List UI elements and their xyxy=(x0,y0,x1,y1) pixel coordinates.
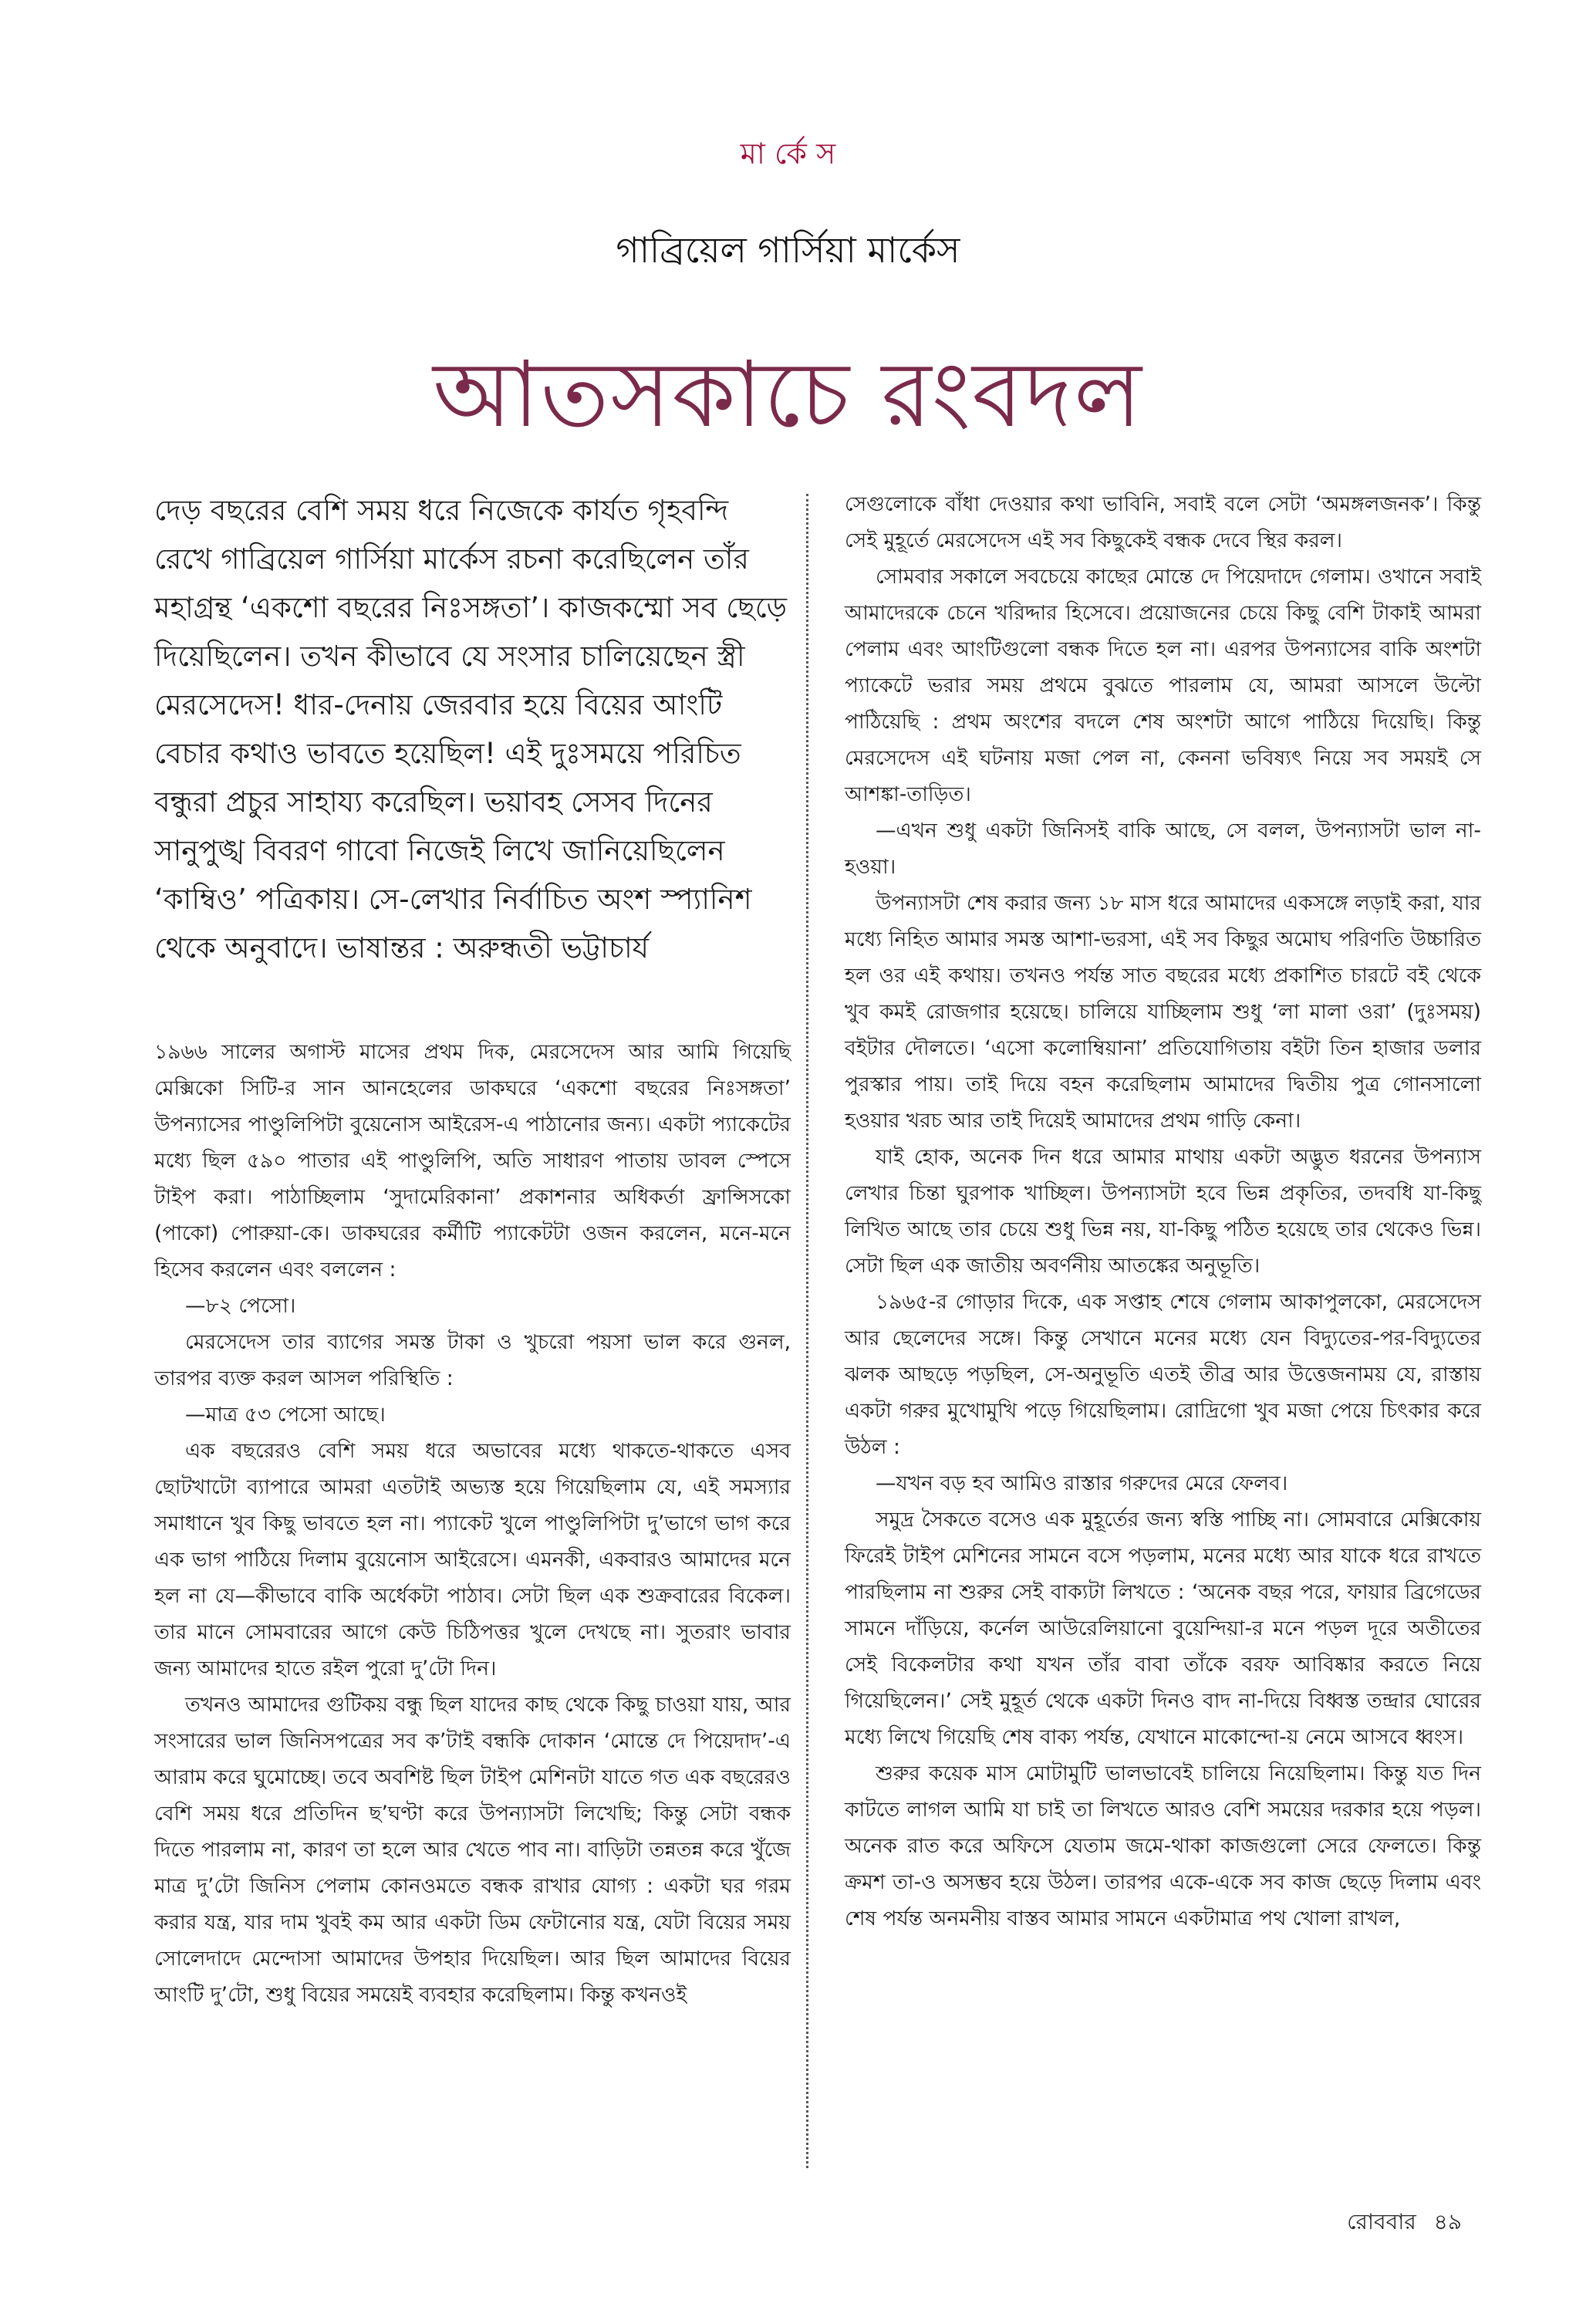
body-paragraph: —এখন শুধু একটা জিনিসই বাকি আছে, সে বলল, উপন্যাসটা ভাল না-হওয়া। xyxy=(845,819,1481,879)
body-paragraph: মেরসেদেস তার ব্যাগের সমস্ত টাকা ও খুচরো পয়সা ভাল করে গুনল, তারপর ব্যক্ত করল আসল পরিস্থিতি : xyxy=(154,1330,791,1390)
body-paragraph: সোমবার সকালে সবচেয়ে কাছের মোন্তে দে পিয়েদাদে গেলাম। ওখানে সবাই আমাদেরকে চেনে খরিদ্দার হিসেবে। প্রয়োজনের চেয়ে কিছু বেশি টাকাই আমরা পেলাম এবং আংটিগুলো বন্ধক দিতে হল না। এরপর উপন্যাসের বাকি অংশটা প্যাকেটে ভরার সময় প্রথমে বুঝতে পারলাম যে, আমরা আসলে উল্টো পাঠিয়েছি : প্রথম অংশের বদলে শেষ অংশটা আগে পাঠিয়ে দিয়েছি। কিন্তু মেরসেদেস এই ঘটনায় মজা পেল না, কেননা ভবিষ্যৎ নিয়ে সব সময়ই সে আশঙ্কা-তাড়িত। xyxy=(845,565,1481,806)
article-title: আতসকাচে রংবদল xyxy=(433,341,1143,448)
body-paragraph: সমুদ্র সৈকতে বসেও এক মুহূর্তের জন্য স্বস্তি পাচ্ছি না। সোমবারে মেক্সিকোয় ফিরেই টাইপ মেশিনের সামনে বসে পড়লাম, মনের মধ্যে আর যাকে ধরে রাখতে পারছিলাম না শুরুর সেই বাক্যটা লিখতে : ‘অনেক বছর পরে, ফায়ার ব্রিগেডের সামনে দাঁড়িয়ে, কর্নেল আউরেলিয়ানো বুয়েন্দিয়া-র মনে পড়ল দূরে অতীতের সেই বিকেলটার কথা যখন তাঁর বাবা তাঁকে বরফ আবিষ্কার করতে নিয়ে গিয়েছিলেন।’ সেই মুহূর্ত থেকে একটা দিনও বাদ না-দিয়ে বিধ্বস্ত তন্দ্রার ঘোরের মধ্যে লিখে গিয়েছি শেষ বাক্য পর্যন্ত, যেখানে মাকোন্দো-য় নেমে আসবে ধ্বংস। xyxy=(845,1508,1481,1749)
body-paragraph: —যখন বড় হব আমিও রাস্তার গরুদের মেরে ফেলব। xyxy=(876,1471,1288,1495)
page-footer xyxy=(1336,2205,1462,2241)
publication-name: রোববার xyxy=(1347,2209,1416,2234)
body-paragraph: সেগুলোকে বাঁধা দেওয়ার কথা ভাবিনি, সবাই বলে সেটা ‘অমঙ্গলজনক’। কিন্তু সেই মুহূর্তে মেরসেদেস এই সব কিছুকেই বন্ধক দেবে স্থির করল। xyxy=(845,492,1481,552)
right-column xyxy=(845,486,1481,1937)
body-paragraph: —৮২ পেসো। xyxy=(185,1294,296,1318)
body-paragraph: —মাত্র ৫৩ পেসো আছে। xyxy=(185,1403,386,1427)
author-name: গাব্রিয়েল গার্সিয়া মার্কেস xyxy=(616,229,960,271)
intro-paragraph: দেড় বছরের বেশি সময় ধরে নিজেকে কার্যত গৃহবন্দি রেখে গাব্রিয়েল গার্সিয়া মার্কেস রচনা করেছিলেন তাঁর মহাগ্রন্থ ‘একশো বছরের নিঃসঙ্গতা’। কাজকম্মো সব ছেড়ে দিয়েছিলেন। তখন কীভাবে যে সংসার চালিয়েছেন স্ত্রী মেরসেদেস! ধার-দেনায় জেরবার হয়ে বিয়ের আংটি বেচার কথাও ভাবতে হয়েছিল! এই দুঃসময়ে পরিচিত বন্ধুরা প্রচুর সাহায্য করেছিল। ভয়াবহ সেসব দিনের সানুপুঙ্খ বিবরণ গাবো নিজেই লিখে জানিয়েছিলেন ‘কাম্বিও’ পত্রিকায়। সে-লেখার নির্বাচিত অংশ স্প্যানিশ থেকে অনুবাদে। ভাষান্তর : অরুন্ধতী ভট্টাচার্য xyxy=(154,494,787,964)
body-paragraph: শুরুর কয়েক মাস মোটামুটি ভালভাবেই চালিয়ে নিয়েছিলাম। কিন্তু যত দিন কাটতে লাগল আমি যা চাই তা লিখতে আরও বেশি সময়ের দরকার হয়ে পড়ল। অনেক রাত করে অফিসে যেতাম জমে-থাকা কাজগুলো সেরে ফেলতে। কিন্তু ক্রমশ তা-ও অসম্ভব হয়ে উঠল। তারপর একে-একে সব কাজ ছেড়ে দিলাম এবং শেষ পর্যন্ত অনমনীয় বাস্তব আমার সামনে একটামাত্র পথ খোলা রাখল, xyxy=(845,1762,1481,1930)
body-paragraph: এক বছরেরও বেশি সময় ধরে অভাবের মধ্যে থাকতে-থাকতে এসব ছোটখাটো ব্যাপারে আমরা এতটাই অভ্যস্ত হয়ে গিয়েছিলাম যে, এই সমস্যার সমাধানে খুব কিছু ভাবতে হল না। প্যাকেট খুলে পাণ্ডুলিপিটা দু’ভাগে ভাগ করে এক ভাগ পাঠিয়ে দিলাম বুয়েনোস আইরেসে। এমনকী, একবারও আমাদের মনে হল না যে—কীভাবে বাকি অর্ধেকটা পাঠাব। সেটা ছিল এক শুক্রবারের বিকেল। তার মানে সোমবারের আগে কেউ চিঠিপত্তর খুলে দেখছে না। সুতরাং ভাবার জন্য আমাদের হাতে রইল পুরো দু’টো দিন। xyxy=(154,1439,791,1681)
body-paragraph: যাই হোক, অনেক দিন ধরে আমার মাথায় একটা অদ্ভুত ধরনের উপন্যাস লেখার চিন্তা ঘুরপাক খাচ্ছিল। উপন্যাসটা হবে ভিন্ন প্রকৃতির, তদবধি যা-কিছু লিখিত আছে তার চেয়ে শুধু ভিন্ন নয়, যা-কিছু পঠিত হয়েছে তার থেকেও ভিন্ন। সেটা ছিল এক জাতীয় অবর্ণনীয় আতঙ্কের অনুভূতি। xyxy=(845,1145,1481,1278)
column-divider xyxy=(806,494,808,2168)
body-paragraph: ১৯৬৬ সালের অগাস্ট মাসের প্রথম দিক, মেরসেদেস আর আমি গিয়েছি মেক্সিকো সিটি-র সান আনহেলের ডাকঘরে ‘একশো বছরের নিঃসঙ্গতা’ উপন্যাসের পাণ্ডুলিপিটা বুয়েনোস আইরেস-এ পাঠানোর জন্য। একটা প্যাকেটের মধ্যে ছিল ৫৯০ পাতার এই পাণ্ডুলিপি, অতি সাধারণ পাতায় ডাবল স্পেসে টাইপ করা। পাঠাচ্ছিলাম ‘সুদামেরিকানা’ প্রকাশনার অধিকর্তা ফ্রান্সিসকো (পাকো) পোরুয়া-কে। ডাকঘরের কর্মীটি প্যাকেটটা ওজন করলেন, মনে-মনে হিসেব করলেন এবং বললেন : xyxy=(154,1040,791,1282)
body-paragraph: উপন্যাসটা শেষ করার জন্য ১৮ মাস ধরে আমাদের একসঙ্গে লড়াই করা, যার মধ্যে নিহিত আমার সমস্ত আশা-ভরসা, এই সব কিছুর অমোঘ পরিণতি উচ্চারিত হল ওর এই কথায়। তখনও পর্যন্ত সাত বছরের মধ্যে প্রকাশিত চারটে বই থেকে খুব কমই রোজগার হয়েছে। চালিয়ে যাচ্ছিলাম শুধু ‘লা মালা ওরা’ (দুঃসময়) বইটার দৌলতে। ‘এসো কলোম্বিয়ানা’ প্রতিযোগিতায় বইটা তিন হাজার ডলার পুরস্কার পায়। তাই দিয়ে বহন করেছিলাম আমাদের দ্বিতীয় পুত্র গোনসালো হওয়ার খরচ আর তাই দিয়েই আমাদের প্রথম গাড়ি কেনা। xyxy=(845,891,1481,1133)
body-paragraph: তখনও আমাদের গুটিকয় বন্ধু ছিল যাদের কাছ থেকে কিছু চাওয়া যায়, আর সংসারের ভাল জিনিসপত্রের সব ক’টাই বন্ধকি দোকান ‘মোন্তে দে পিয়েদাদ’-এ আরাম করে ঘুমোচ্ছে। তবে অবশিষ্ট ছিল টাইপ মেশিনটা যাতে গত এক বছরেরও বেশি সময় ধরে প্রতিদিন ছ’ঘণ্টা করে উপন্যাসটা লিখেছি; কিন্তু সেটা বন্ধক দিতে পারলাম না, কারণ তা হলে আর খেতে পাব না। বাড়িটা তন্নতন্ন করে খুঁজে মাত্র দু’টো জিনিস পেলাম কোনওমতে বন্ধক রাখার যোগ্য : একটা ঘর গরম করার যন্ত্র, যার দাম খুবই কম আর একটা ডিম ফেটানোর যন্ত্র, যেটা বিয়ের সময় সোলেদাদে মেন্দোসা আমাদের উপহার দিয়েছিল। আর ছিল আমাদের বিয়ের আংটি দু’টো, শুধু বিয়ের সময়েই ব্যবহার করেছিলাম। কিন্তু কখনওই xyxy=(154,1693,791,2007)
section-label: মা র্কে স xyxy=(740,137,836,171)
page-number: ৪৯ xyxy=(1433,2209,1462,2234)
left-column xyxy=(154,486,791,2013)
body-paragraph: ১৯৬৫-র গোড়ার দিকে, এক সপ্তাহ শেষে গেলাম আকাপুলকো, মেরসেদেস আর ছেলেদের সঙ্গে। কিন্তু সেখানে মনের মধ্যে যেন বিদ্যুতের-পর-বিদ্যুতের ঝলক আছড়ে পড়ছিল, সে-অনুভূতি এতই তীব্র আর উত্তেজনাময় যে, রাস্তায় একটা গরুর মুখোমুখি পড়ে গিয়েছিলাম। রোদ্রিগো খুব মজা পেয়ে চিৎকার করে উঠল : xyxy=(845,1290,1481,1459)
